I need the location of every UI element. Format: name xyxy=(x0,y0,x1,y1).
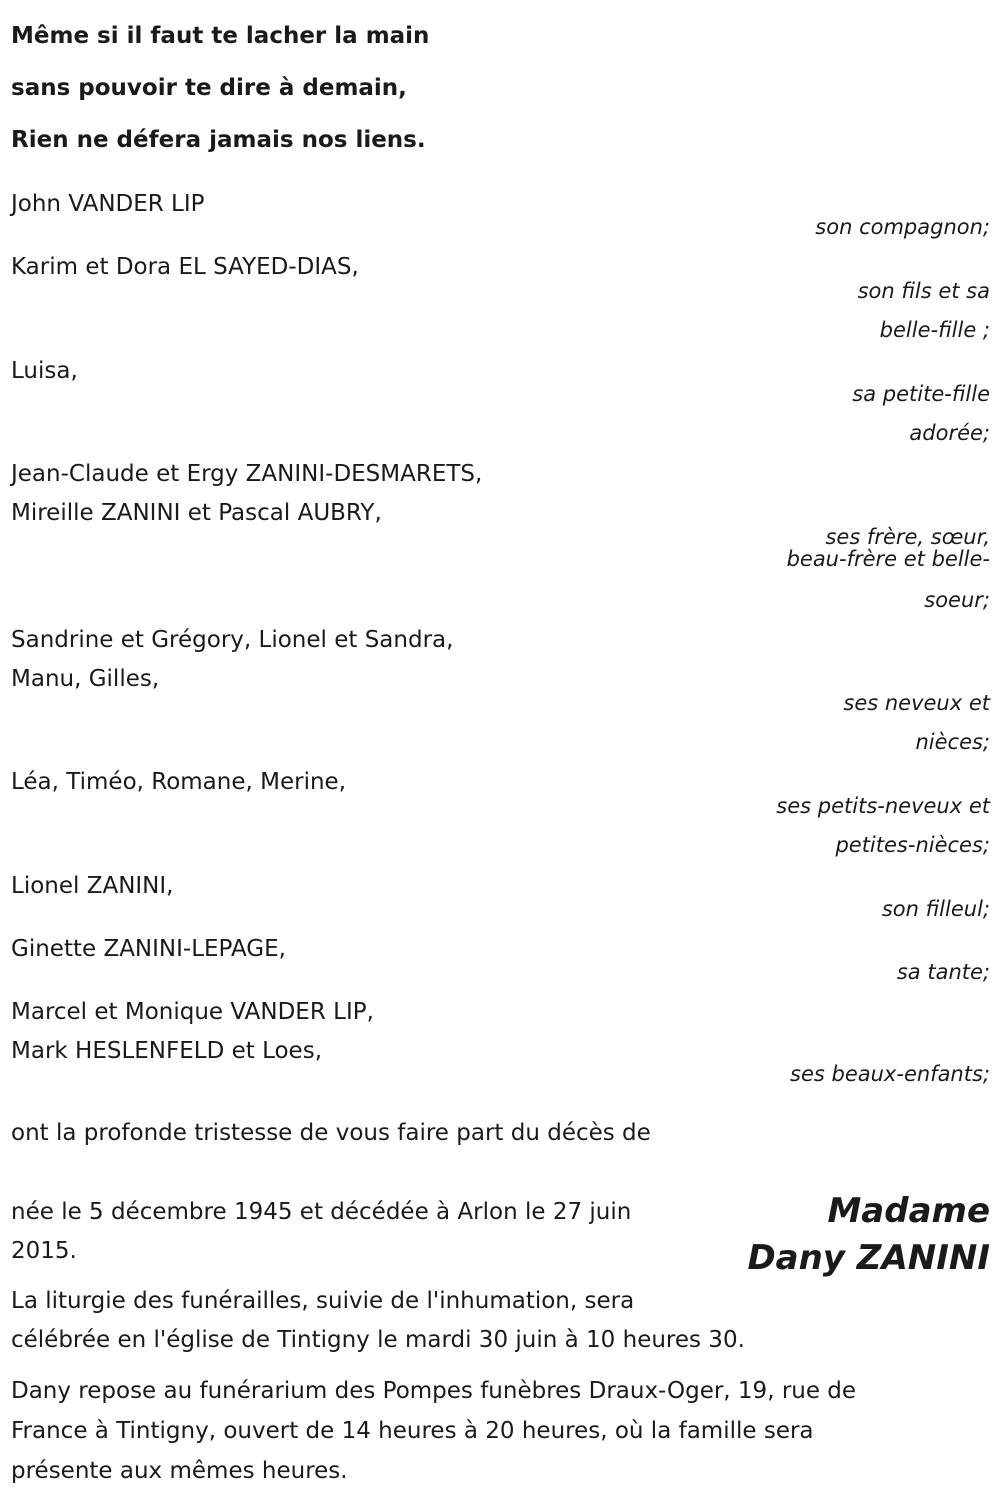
visitation-text: France à Tintigny, ouvert de 14 heures à 20 heures, où la famille sera xyxy=(11,1418,814,1444)
family-name: Lionel ZANINI, xyxy=(11,873,174,899)
family-relation: nièces; xyxy=(915,730,990,754)
family-relation: ses beaux-enfants; xyxy=(790,1062,990,1086)
family-relation: sa tante; xyxy=(896,960,990,984)
deceased-name: Dany ZANINI xyxy=(747,1238,990,1278)
family-relation: ses petits-neveux et xyxy=(776,794,990,818)
poem-line: Même si il faut te lacher la main xyxy=(11,23,430,49)
deceased-name-block xyxy=(747,1188,990,1282)
family-name: Sandrine et Grégory, Lionel et Sandra, xyxy=(11,627,454,653)
announcement: ont la profonde tristesse de vous faire part du décès de xyxy=(11,1120,651,1146)
family-relation: son filleul; xyxy=(881,897,990,921)
family-name: Karim et Dora EL SAYED-DIAS, xyxy=(11,254,359,280)
family-name: Léa, Timéo, Romane, Merine, xyxy=(11,769,347,795)
family-name: Manu, Gilles, xyxy=(11,666,160,692)
family-name: Luisa, xyxy=(11,358,78,384)
family-relation: ses frère, sœur, xyxy=(825,525,990,549)
visitation-text: Dany repose au funérarium des Pompes funèbres Draux-Oger, 19, rue de xyxy=(11,1378,857,1404)
birth-death-text: 2015. xyxy=(11,1238,77,1264)
visitation-text: présente aux mêmes heures. xyxy=(11,1458,348,1484)
family-relation: son compagnon; xyxy=(815,215,990,239)
family-relation: ses neveux et xyxy=(843,691,990,715)
funeral-text: La liturgie des funérailles, suivie de l'inhumation, sera xyxy=(11,1288,635,1314)
poem-line: sans pouvoir te dire à demain, xyxy=(11,75,407,101)
family-relation: soeur; xyxy=(924,588,990,612)
family-relation: adorée; xyxy=(909,421,990,445)
family-relation: son fils et sa xyxy=(857,279,990,303)
birth-death-text: née le 5 décembre 1945 et décédée à Arlon le 27 juin xyxy=(11,1199,632,1225)
family-name: Ginette ZANINI-LEPAGE, xyxy=(11,936,286,962)
deceased-title: Madame xyxy=(827,1191,990,1231)
family-relation: sa petite-fille xyxy=(852,382,990,406)
family-name: John VANDER LIP xyxy=(11,191,205,217)
poem xyxy=(11,10,429,166)
family-relation: beau-frère et belle- xyxy=(786,547,990,571)
family-name: Jean-Claude et Ergy ZANINI-DESMARETS, xyxy=(11,461,483,487)
family-name: Mireille ZANINI et Pascal AUBRY, xyxy=(11,500,382,526)
poem-line: Rien ne défera jamais nos liens. xyxy=(11,127,426,153)
family-relation: belle-fille ; xyxy=(879,318,990,342)
family-relation: petites-nièces; xyxy=(835,833,990,857)
funeral-text: célébrée en l'église de Tintigny le mardi 30 juin à 10 heures 30. xyxy=(11,1327,745,1353)
family-name: Marcel et Monique VANDER LIP, xyxy=(11,999,374,1025)
family-name: Mark HESLENFELD et Loes, xyxy=(11,1038,323,1064)
